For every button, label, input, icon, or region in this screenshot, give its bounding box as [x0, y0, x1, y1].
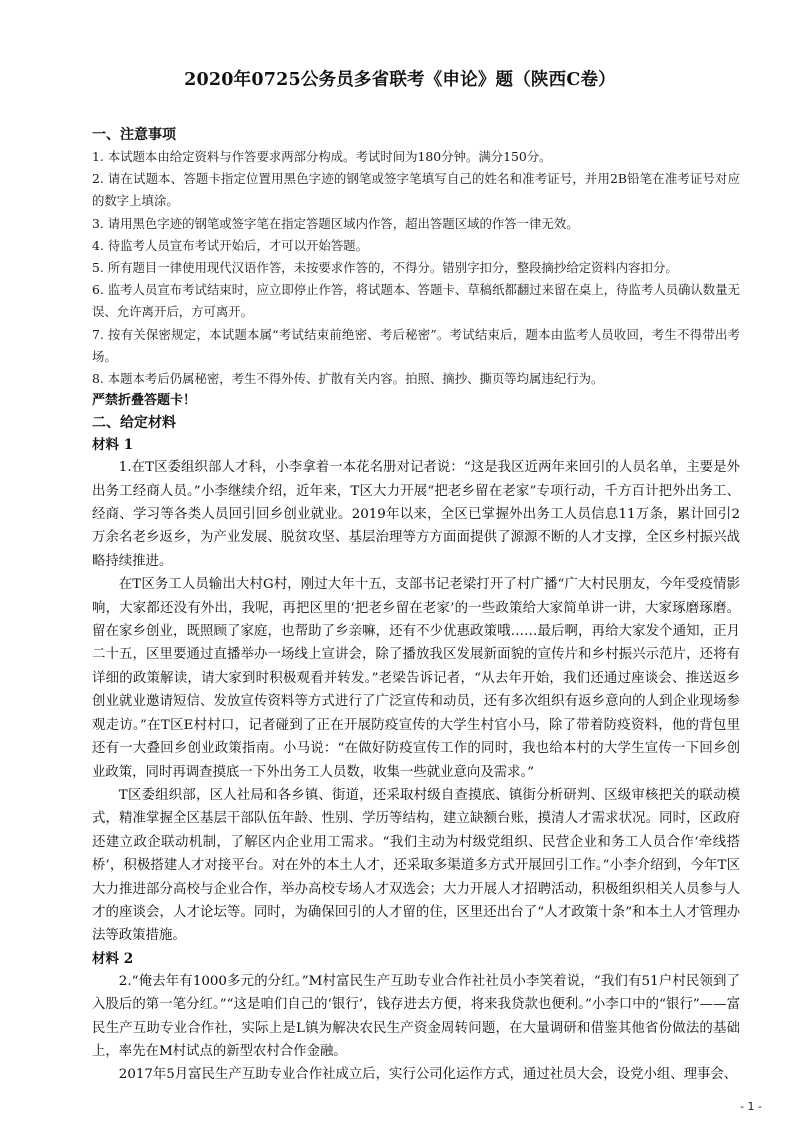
- note-item: 7. 按有关保密规定，本试题本属“考试结束前绝密、考后秘密”。考试结束后，题本由监考人员收回，考生不得带出考场。: [92, 326, 740, 364]
- document-body: [92, 124, 740, 1087]
- material-paragraph: 2017年5月富民生产互助专业合作社成立后，实行公司化运作方式，通过社员大会，设党小组、理事会、: [118, 1067, 738, 1083]
- note-item: 5. 所有题目一律使用现代汉语作答，未按要求作答的，不得分。错别字扣分，整段摘抄给定资料内容扣分。: [92, 260, 678, 276]
- material-heading: 材料 1: [92, 437, 134, 454]
- material-paragraph: T区委组织部，区人社局和各乡镇、街道，还采取村级自查摸底、镇街分析研判、区级审核把关的联动模式，精准掌握全区基层干部队伍年龄、性别、学历等结构，建立缺额台账，摸清人才需求状况。同时，区政府还建立政企联动机制，了解区内企业用工需求。“我们主动为村级党组织、民营企业和务工人员合作‘牵线搭桥’，积极搭建人才对接平台。对在外的本土人才，还采取多渠道多方式开展回引工作。”小李介绍到，今年T区大力推进部分高校与企业合作，举办高校专场人才双选会；大力开展人才招聘活动，积极组织相关人员参与人才的座谈会，人才论坛等。同时，为确保回引的人才留的住，区里还出台了“人才政策十条”和本土人才管理办法等政策措施。: [92, 787, 740, 944]
- note-item: 3. 请用黑色字迹的钢笔或签字笔在指定答题区域内作答，超出答题区域的作答一律无效。: [92, 215, 579, 231]
- note-item: 4. 待监考人员宣布考试开始后，才可以开始答题。: [92, 237, 368, 253]
- section-heading-materials: 二、给定材料: [92, 415, 176, 432]
- note-item: 6. 监考人员宣布考试结束时，应立即停止作答，将试题本、答题卡、草稿纸都翻过来留在桌上，待监考人员确认数量无误、允许离开后，方可离开。: [92, 282, 740, 320]
- material-heading: 材料 2: [92, 950, 134, 967]
- section-heading-notes: 一、注意事项: [92, 127, 176, 143]
- note-item: 1. 本试题本由给定资料与作答要求两部分构成。考试时间为180分钟。满分150分。: [92, 149, 552, 164]
- material-paragraph: 1.在T区委组织部人才科，小李拿着一本花名册对记者说：“这是我区近两年来回引的人员名单，主要是外出务工经商人员。”小李继续介绍，近年来，T区大力开展“把老乡留在老家”专项行动，千方百计把外出务工、经商、学习等各类人员回引回乡创业就业。2019年以来，全区已掌握外出务工人员信息11万条，累计回引2万余名老乡返乡，为产业发展、脱贫攻坚、基层治理等方方面面提供了源源不断的人才支撑，全区乡村振兴战略持续推进。: [92, 460, 740, 569]
- page-number: - 1 -: [740, 1100, 762, 1113]
- note-item: 2. 请在试题本、答题卡指定位置用黑色字迹的钢笔或签字笔填写自己的姓名和准考证号，并用2B铅笔在准考证号对应的数字上填涂。: [92, 171, 740, 209]
- document-title: 2020年0725公务员多省联考《申论》题（陕西C卷）: [184, 70, 616, 90]
- warning-text: 严禁折叠答题卡！: [92, 393, 197, 409]
- note-item: 8. 本题本考后仍属秘密，考生不得外传、扩散有关内容。拍照、摘抄、撕页等均属违纪行为。: [92, 371, 604, 387]
- material-paragraph: 2.“俺去年有1000多元的分红。”M村富民生产互助专业合作社社员小李笑着说，“我们有51户村民领到了入股后的第一笔分红。”“这是咱们自己的‘银行’，钱存进去方便，将来我贷款也便利。”小李口中的“银行”——富民生产互助专业合作社，实际上是L镇为解决农民生产资金周转问题，在大量调研和借鉴其他省份做法的基础上，率先在M村试点的新型农村合作金融。: [92, 973, 740, 1059]
- material-paragraph: 在T区务工人员输出大村G村，刚过大年十五，支部书记老梁打开了村广播“广大村民朋友，今年受疫情影响，大家都还没有外出，我呢，再把区里的‘把老乡留在老家’的一些政策给大家简单讲一讲，大家琢磨琢磨。留在家乡创业，既照顾了家庭，也帮助了乡亲嘛，还有不少优惠政策哦……最后啊，再给大家发个通知，正月二十五，区里要通过直播举办一场线上宣讲会，除了播放我区发展新面貌的宣传片和乡村振兴示范片，还将有详细的政策解读，请大家到时积极观看并转发。”老梁告诉记者，“从去年开始，我们还通过座谈会、推送返乡创业就业邀请短信、发放宣传资料等方式进行了广泛宣传和动员，还有多次组织有返乡意向的人到企业现场参观走访。”在T区E村村口，记者碰到了正在开展防疫宣传的大学生村官小马，除了带着防疫资料，他的背包里还有一大叠回乡创业政策指南。小马说：“在做好防疫宣传工作的同时，我也给本村的大学生宣传一下回乡创业政策，同时再调查摸底一下外出务工人员数，收集一些就业意向及需求。”: [92, 577, 740, 780]
